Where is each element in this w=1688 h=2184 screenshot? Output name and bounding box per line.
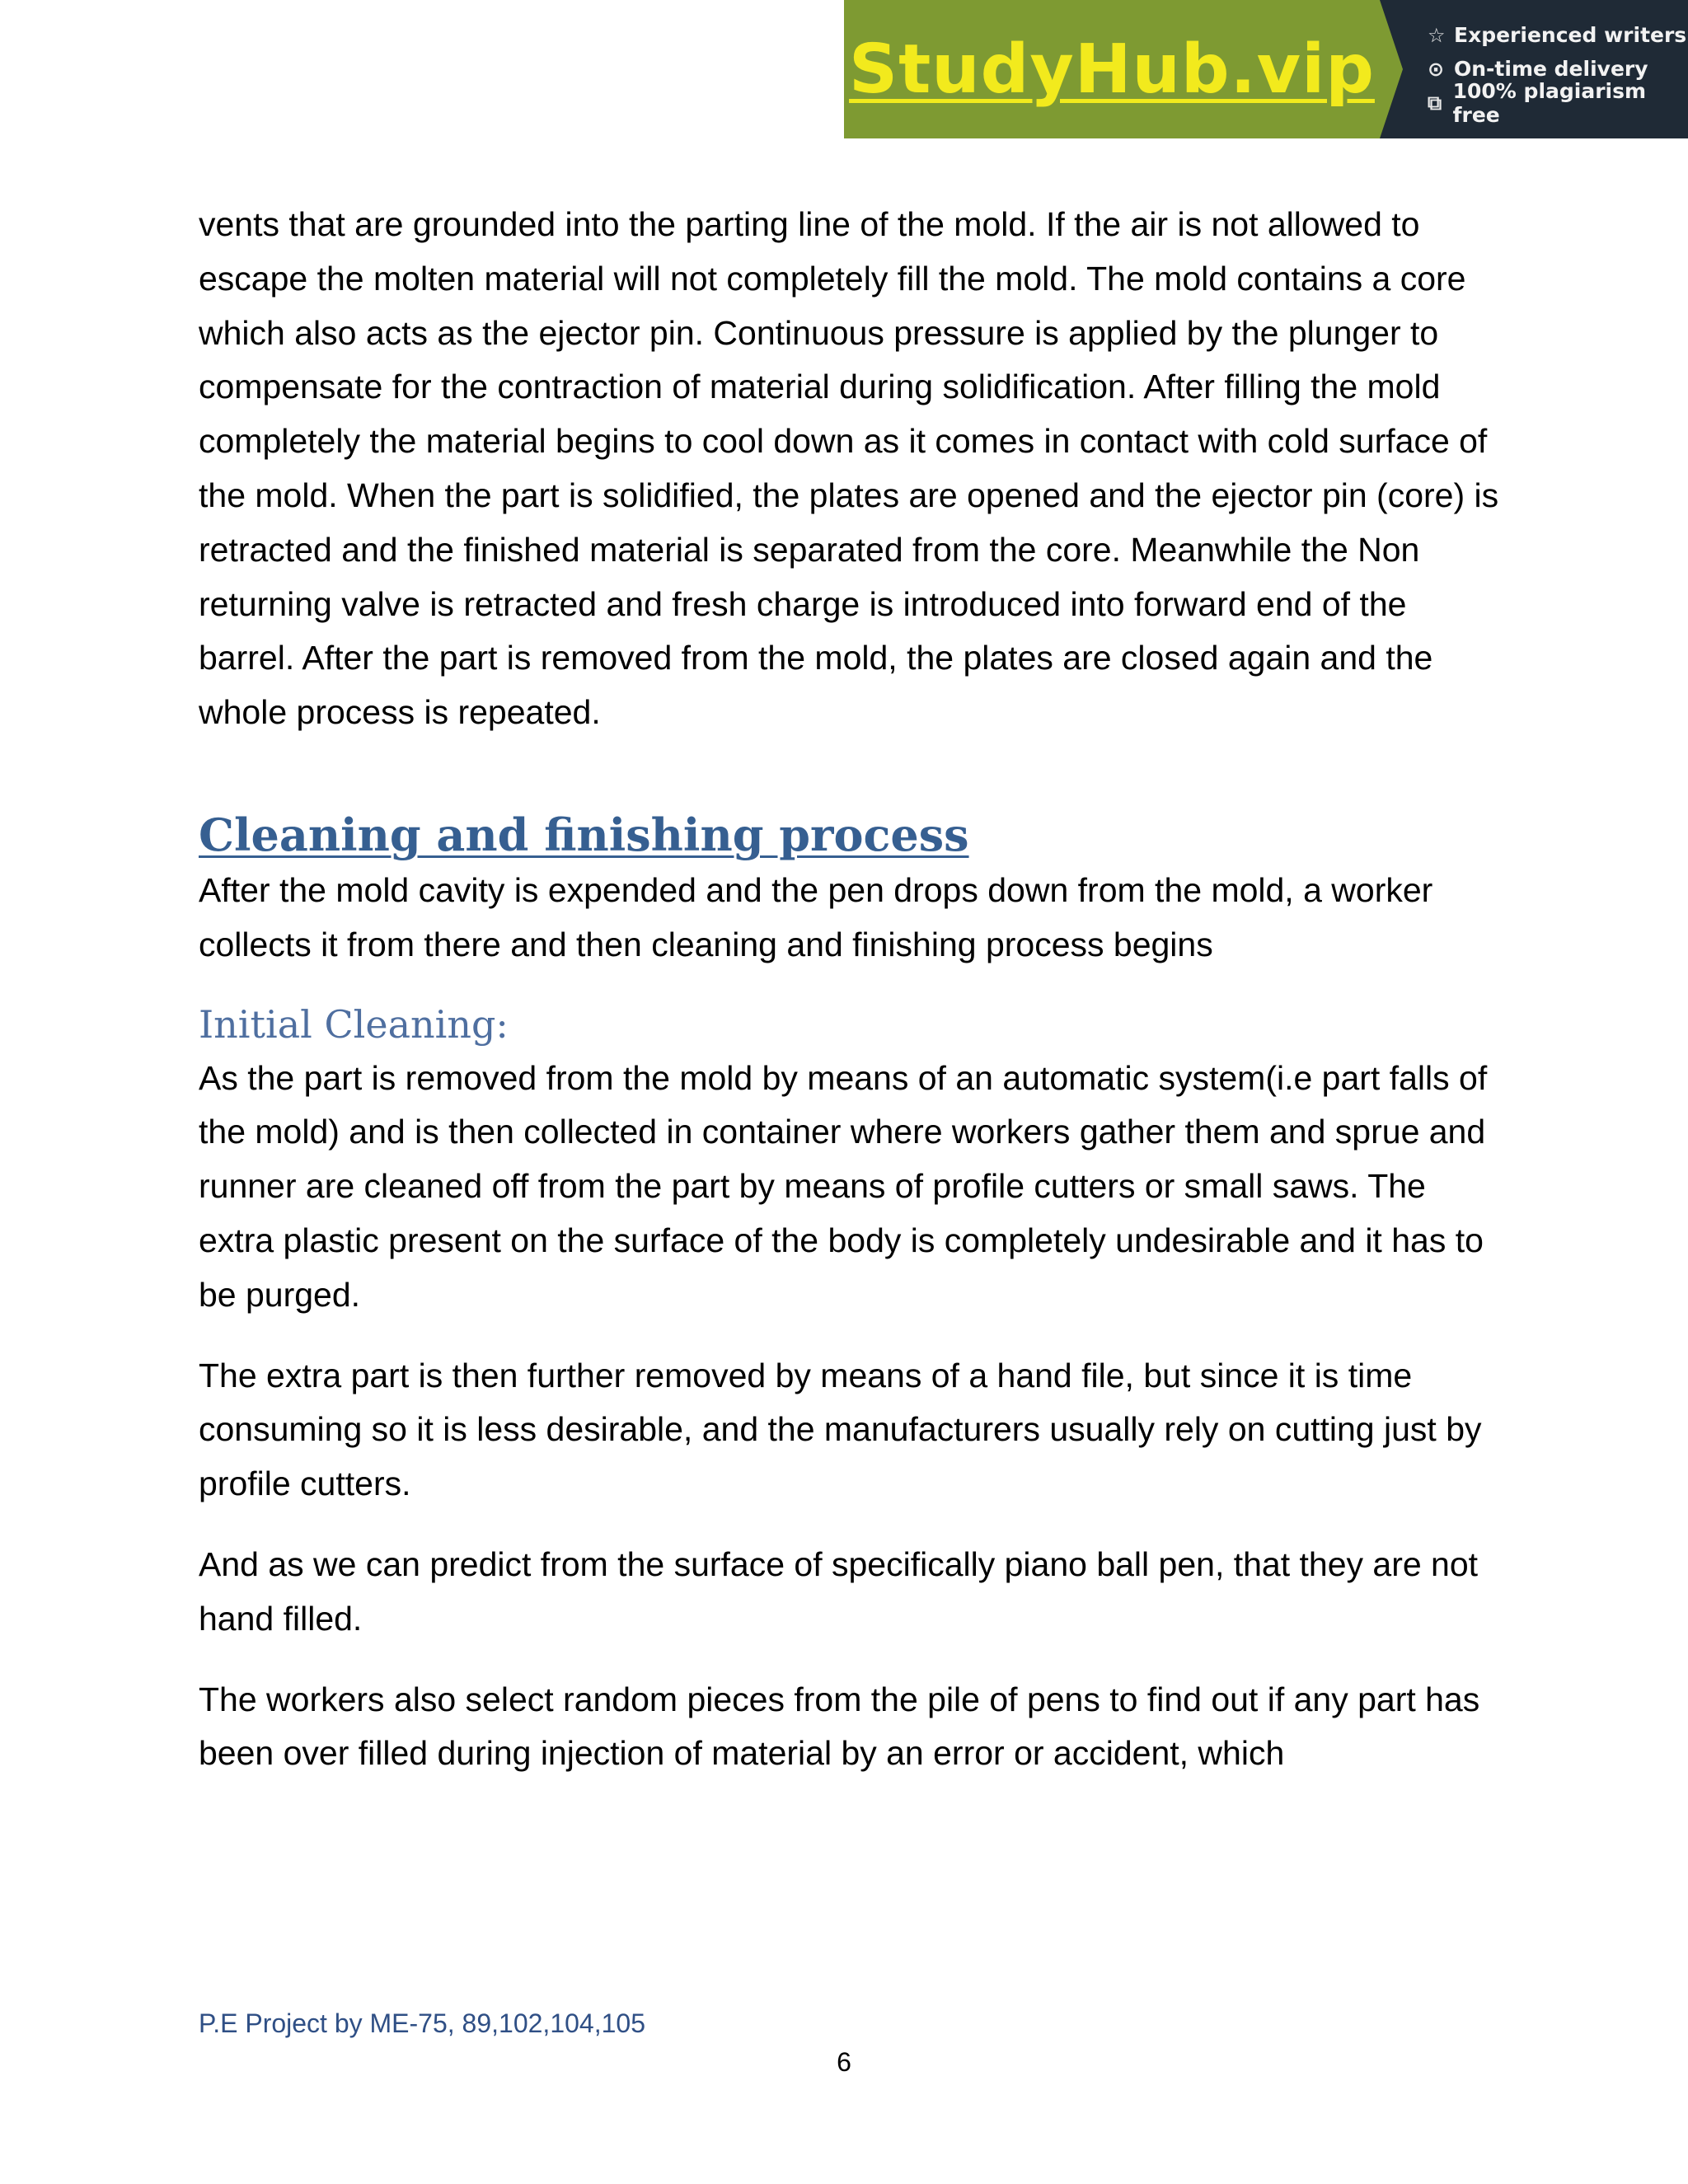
feature-text: On-time delivery: [1454, 57, 1648, 81]
copy-icon: ⧉: [1428, 91, 1442, 115]
paragraph: The extra part is then further removed by means of a hand file, but since it is time consuming so it is less desirable, and the manufacturers usually rely on cutting just by profile cutters.: [199, 1356, 1482, 1503]
section-heading: Cleaning and finishing process: [199, 808, 969, 861]
studyhub-banner[interactable]: [844, 0, 1688, 138]
feature-item: [1428, 18, 1688, 52]
paragraph: The workers also select random pieces from the pile of pens to find out if any part has been over filled during injection of material by an error or accident, which: [199, 1680, 1480, 1773]
feature-item: [1428, 78, 1688, 127]
page-number: 6: [837, 2047, 851, 2077]
footer-note: P.E Project by ME-75, 89,102,104,105: [199, 2008, 645, 2038]
clock-icon: ⊙: [1428, 57, 1445, 81]
document-body: [199, 198, 1501, 1781]
feature-text: 100% plagiarism free: [1452, 78, 1647, 127]
paragraph: And as we can predict from the surface of specifically piano ball pen, that they are not hand filled.: [199, 1544, 1479, 1638]
paragraph: vents that are grounded into the parting line of the mold. If the air is not allowed to escape the molten material will not completely fill the mold. The mold contains a core which also acts as the ejector pin. Continuous pressure is applied by the plunger to compensate for the contraction of material during solidification. After filling the mold completely the material begins to cool down as it comes in contact with cold surface of the mold. When the part is solidified, the plates are opened and the ejector pin (core) is retracted and the finished material is separated from the core. Meanwhile the Non returning valve is retracted and fresh charge is introduced into forward end of the barrel. After the part is removed from the mold, the plates are closed again and the whole process is repeated.: [199, 205, 1499, 732]
subsection-heading: Initial Cleaning:: [199, 1001, 509, 1047]
brand-name: StudyHub.vip: [849, 30, 1375, 109]
paragraph: After the mold cavity is expended and the pen drops down from the mold, a worker collects it from there and then cleaning and finishing process begins: [199, 870, 1433, 963]
paragraph: As the part is removed from the mold by means of an automatic system(i.e part falls of the mold) and is then collected in container where workers gather them and sprue and runner are cleaned off from the part by means of profile cutters or small saws. The extra plastic present on the surface of the body is completely undesirable and it has to be purged.: [199, 1058, 1488, 1314]
feature-list: [1380, 0, 1688, 138]
brand-logo[interactable]: [844, 0, 1380, 138]
feature-text: Experienced writers: [1454, 23, 1687, 47]
star-icon: ☆: [1428, 23, 1446, 47]
